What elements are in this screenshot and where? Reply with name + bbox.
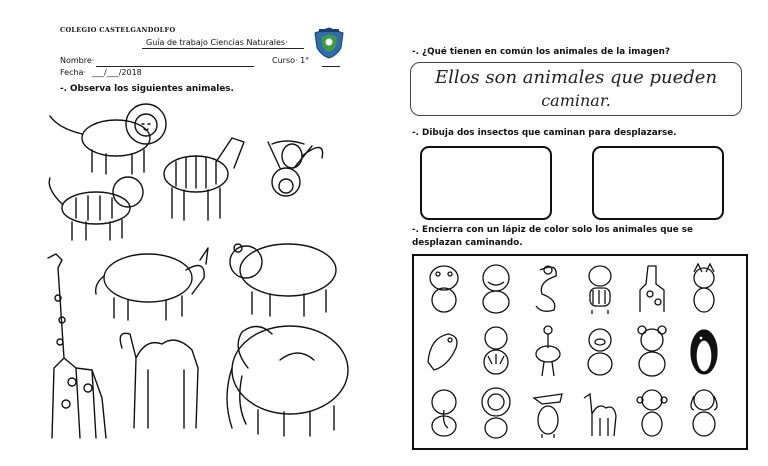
course-field-line bbox=[322, 66, 340, 67]
date-value: ___/___/2018 bbox=[92, 68, 142, 77]
pig-icon[interactable] bbox=[576, 322, 624, 378]
guide-title-underline bbox=[142, 48, 304, 49]
answer-line-1: Ellos son animales que pueden bbox=[434, 67, 718, 88]
camel-small-icon[interactable] bbox=[576, 384, 624, 440]
tiger-icon bbox=[49, 177, 143, 240]
elephant-icon bbox=[227, 326, 348, 436]
question-circle-line-2: desplazan caminando. bbox=[412, 238, 523, 248]
elephant-small-icon[interactable] bbox=[420, 384, 468, 440]
bulldog-icon[interactable] bbox=[472, 260, 520, 316]
hippo-icon[interactable] bbox=[420, 260, 468, 316]
observe-instruction: -. Observa los siguientes animales. bbox=[60, 84, 234, 94]
animals-illustration bbox=[36, 98, 366, 450]
ostrich-icon[interactable] bbox=[524, 322, 572, 378]
course-label: Curso· 1° bbox=[272, 56, 310, 65]
seal-icon[interactable] bbox=[420, 322, 468, 378]
bear-small-icon[interactable] bbox=[628, 322, 676, 378]
penguin-icon[interactable] bbox=[680, 322, 728, 378]
lion-icon bbox=[50, 104, 166, 174]
crocodile-icon[interactable] bbox=[524, 384, 572, 440]
drawing-box-2[interactable] bbox=[592, 146, 724, 220]
answer-box bbox=[410, 62, 742, 116]
school-crest-icon bbox=[312, 26, 346, 60]
question-common: -. ¿Qué tienen en común los animales de la imagen? bbox=[412, 47, 671, 57]
monkey-icon bbox=[268, 141, 323, 196]
lion-small-icon[interactable] bbox=[472, 384, 520, 440]
monkey-small-icon[interactable] bbox=[628, 384, 676, 440]
zebra-small-icon[interactable] bbox=[576, 260, 624, 316]
animal-grid bbox=[412, 254, 748, 450]
camel-icon bbox=[120, 333, 198, 428]
zebra-icon bbox=[164, 138, 244, 220]
bear-icon bbox=[230, 244, 336, 316]
tiger-small-icon[interactable] bbox=[472, 322, 520, 378]
drawing-box-1[interactable] bbox=[420, 146, 552, 220]
guide-title: Guía de trabajo Ciencias Naturales· bbox=[146, 38, 288, 47]
cat-icon[interactable] bbox=[680, 260, 728, 316]
name-label: Nombre· bbox=[60, 56, 95, 65]
giraffe-small-icon[interactable] bbox=[628, 260, 676, 316]
school-name: COLEGIO CASTELGANDOLFO bbox=[60, 26, 176, 34]
name-field-line bbox=[96, 66, 254, 67]
answer-line-2: caminar. bbox=[541, 91, 611, 110]
rhino-icon bbox=[96, 248, 208, 320]
giraffe-icon bbox=[48, 254, 106, 438]
question-circle-line-1: -. Encierra con un lápiz de color solo los animales que se bbox=[412, 225, 694, 235]
date-label: Fecha· bbox=[60, 68, 86, 77]
dog-icon[interactable] bbox=[680, 384, 728, 440]
snake-icon[interactable] bbox=[524, 260, 572, 316]
question-draw-insects: -. Dibuja dos insectos que caminan para desplazarse. bbox=[412, 128, 677, 138]
